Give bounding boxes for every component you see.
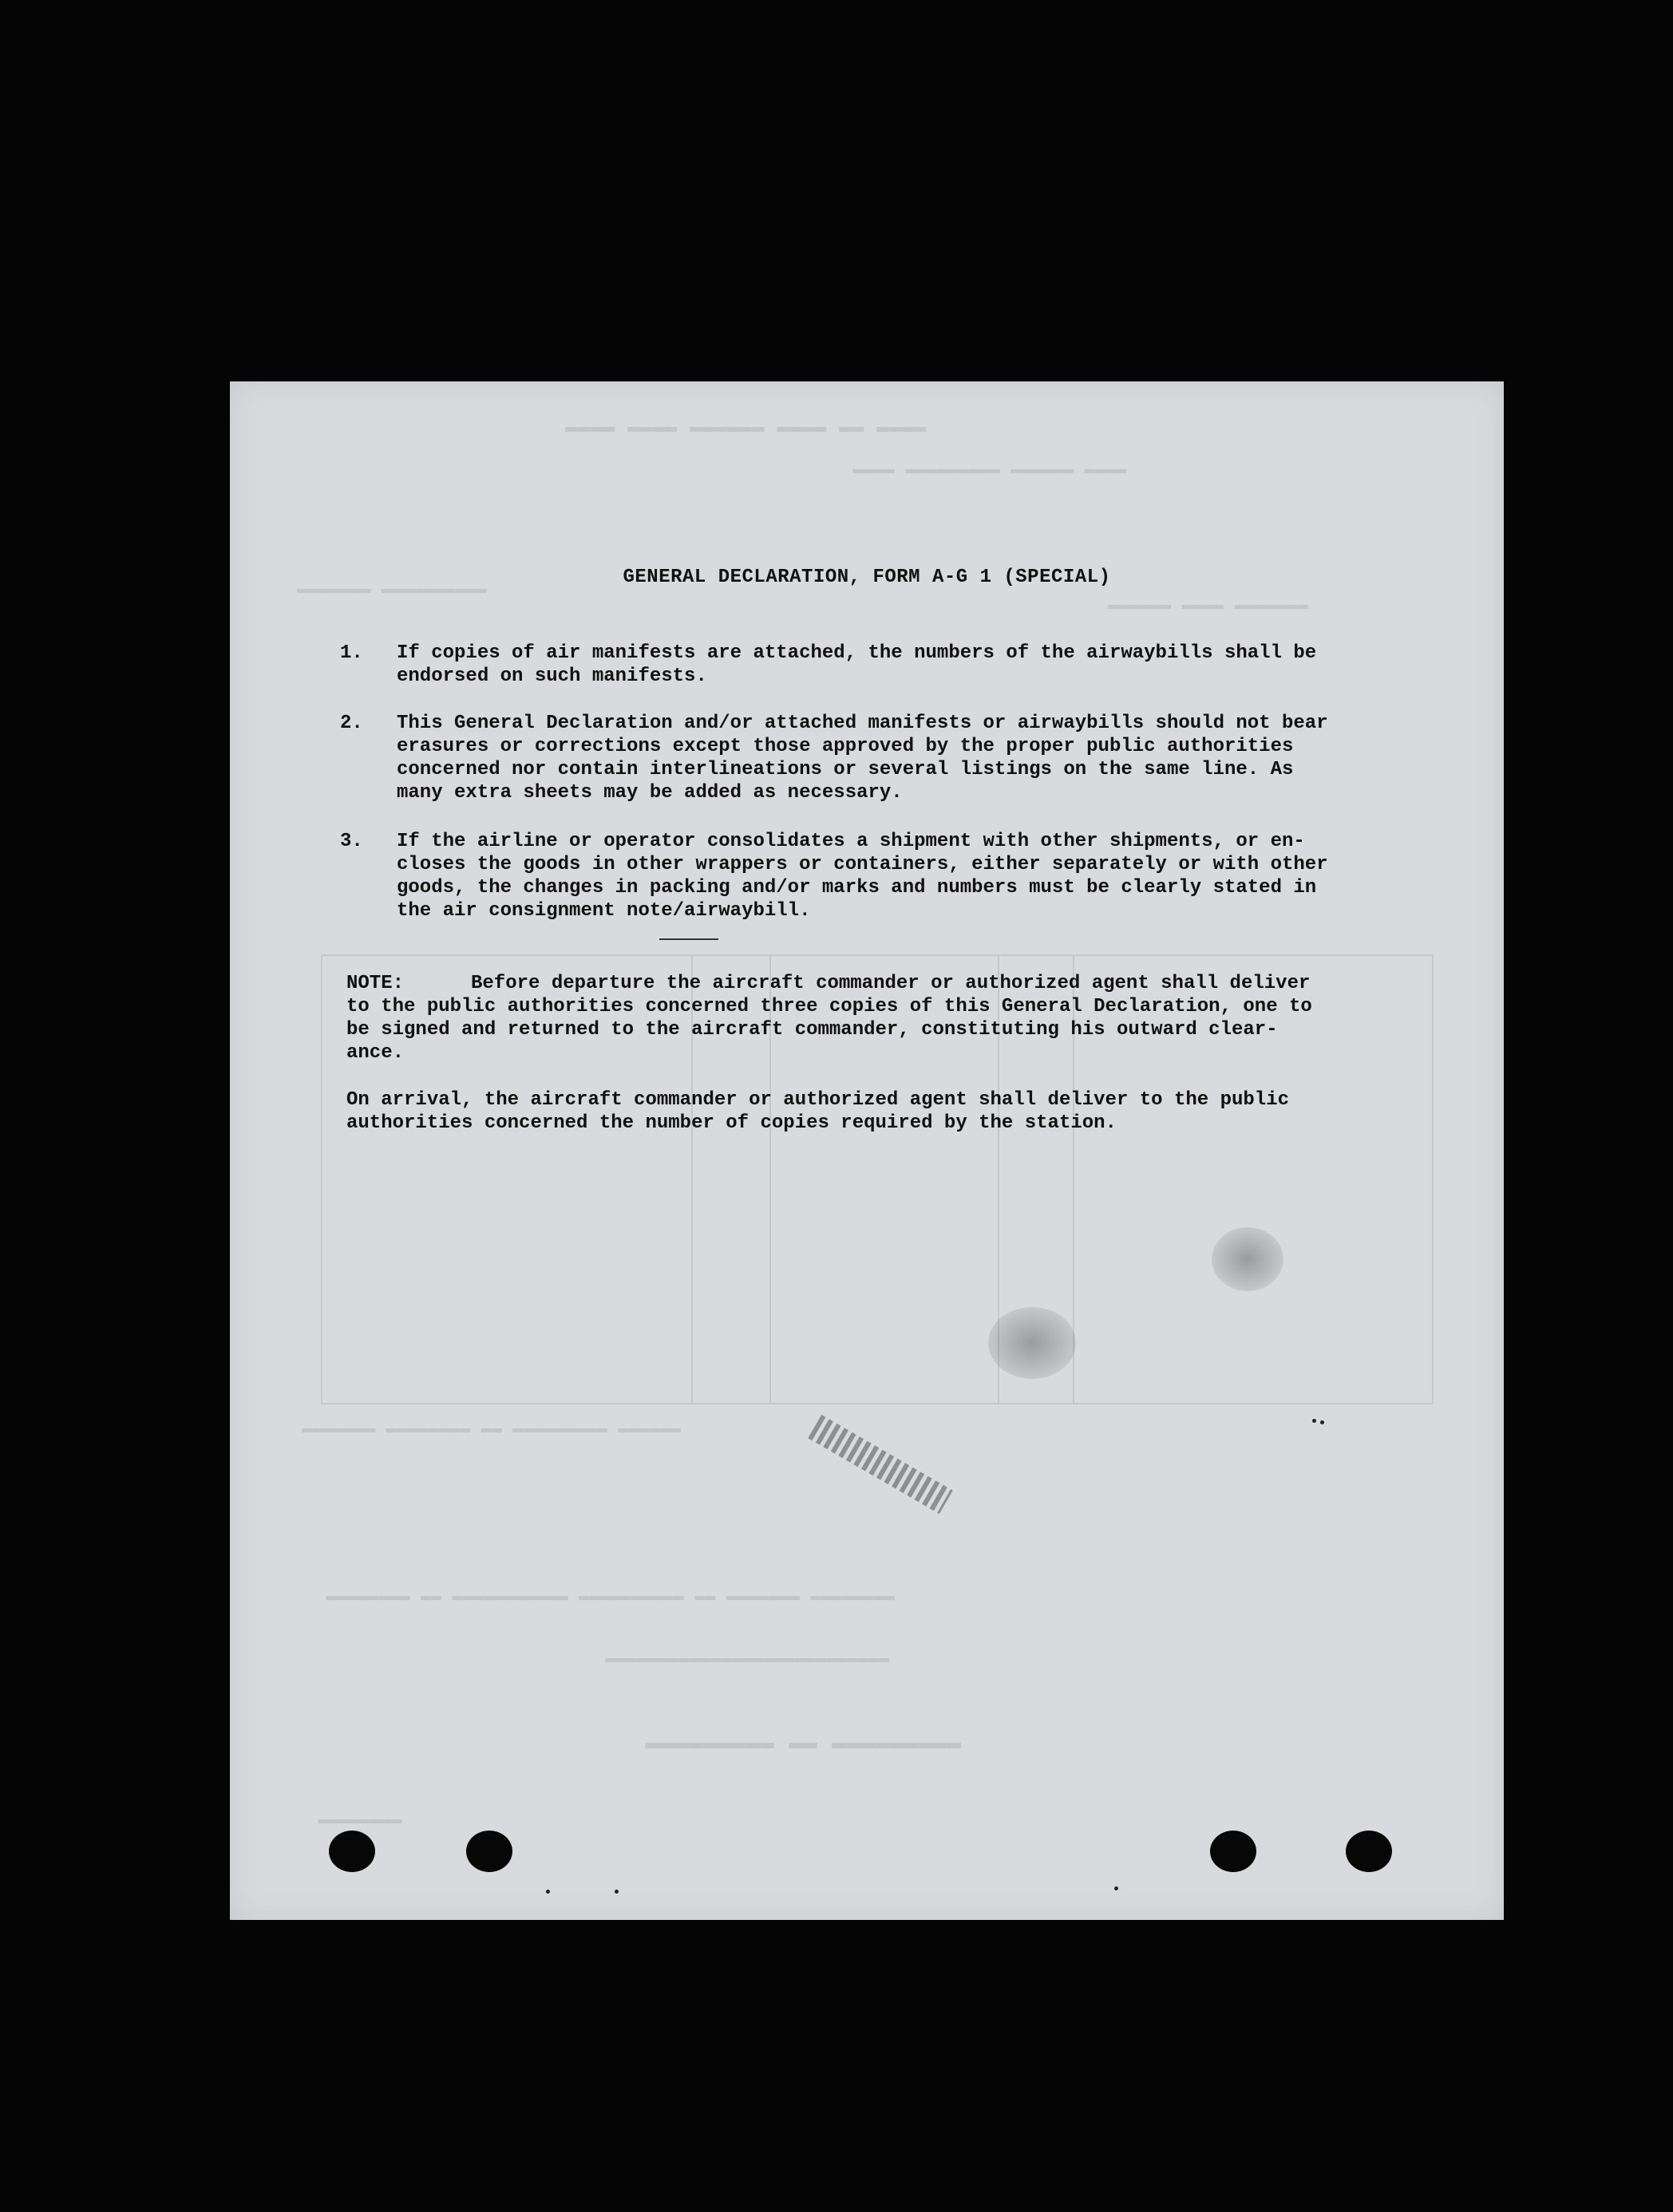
item-number: 2. <box>340 713 363 734</box>
departure-note <box>346 972 1398 1065</box>
dust-speck <box>546 1890 550 1894</box>
note-label: NOTE: <box>346 973 405 994</box>
item-number: 3. <box>340 831 363 852</box>
bleed-through-text: ▬▬▬▬▬▬ ▬▬▬▬▬▬▬▬▬ ▬▬ ▬▬▬▬▬▬▬▬ ▬▬▬▬▬▬▬ <box>302 1419 682 1439</box>
item-text <box>397 712 1402 804</box>
note-first-line <box>346 972 1398 995</box>
punch-hole <box>466 1831 512 1872</box>
text-line: Before departure the aircraft commander or authorized agent shall deliver <box>471 973 1311 994</box>
bleed-through-text: ▬▬▬▬▬▬▬▬▬ ▬▬ ▬▬▬▬▬▬▬▬▬ <box>645 1730 962 1757</box>
ink-smudge <box>1212 1227 1283 1291</box>
text-line: be signed and returned to the aircraft commander, constituting his outward clear- <box>346 1019 1278 1041</box>
text-line: This General Declaration and/or attached manifests or airwaybills should not bear <box>397 713 1328 734</box>
punch-hole <box>1210 1831 1256 1872</box>
item-text <box>397 642 1402 688</box>
bleed-through-text: ▬▬▬▬ ▬▬ ▬▬▬▬ ▬▬▬▬▬▬ ▬▬▬▬ ▬▬▬▬ <box>565 415 927 439</box>
bleed-through-text: ▬▬▬▬ ▬▬▬▬▬▬ ▬▬▬▬▬▬▬▬▬ ▬▬▬▬ <box>852 460 1127 480</box>
arrival-note <box>346 1088 1398 1135</box>
bleed-through-text: ▬▬▬▬▬▬▬▬ ▬▬▬▬▬▬▬ ▬▬ ▬▬▬▬▬▬▬▬▬▬ ▬▬▬▬▬▬▬▬▬▬▬ ▬▬ ▬▬▬▬▬▬▬▬ <box>326 1586 895 1606</box>
bleed-through-text: ▬▬▬▬▬▬▬ ▬▬▬▬ ▬▬▬▬▬▬ <box>1108 595 1308 615</box>
ink-smudge <box>988 1307 1076 1379</box>
text-line: If the airline or operator consolidates a shipment with other shipments, or en- <box>397 831 1305 852</box>
text-line: ance. <box>346 1042 405 1064</box>
punch-hole <box>329 1831 375 1872</box>
text-line: endorsed on such manifests. <box>397 666 707 687</box>
separator-dash <box>659 938 718 940</box>
text-line: closes the goods in other wrappers or containers, either separately or with other <box>397 854 1328 875</box>
item-text <box>397 830 1402 922</box>
text-line: many extra sheets may be added as necessary. <box>397 782 903 804</box>
text-line: to the public authorities concerned three copies of this General Declaration, one to <box>346 996 1312 1017</box>
dust-speck <box>615 1890 619 1894</box>
text-line: On arrival, the aircraft commander or authorized agent shall deliver to the public <box>346 1089 1289 1111</box>
text-line: erasures or corrections except those approved by the proper public authorities <box>397 736 1294 757</box>
text-line: concerned nor contain interlineations or several listings on the same line. As <box>397 759 1294 780</box>
document-page <box>230 381 1504 1920</box>
document-title: GENERAL DECLARATION, FORM A-G 1 (SPECIAL) <box>623 567 1111 588</box>
dust-speck <box>1114 1886 1118 1890</box>
dust-speck <box>1312 1419 1316 1423</box>
bleed-through-text: ▬▬▬▬▬▬▬▬ <box>318 1810 402 1830</box>
dust-speck <box>1320 1420 1324 1424</box>
text-line: goods, the changes in packing and/or marks and numbers must be clearly stated in <box>397 877 1317 899</box>
bleed-through-text: ▬▬▬▬▬▬▬▬▬▬ ▬▬▬▬▬▬▬ <box>297 579 487 599</box>
punch-hole <box>1346 1831 1392 1872</box>
bleed-through-text: ▬▬▬▬▬▬▬▬▬▬▬▬▬▬▬▬▬▬▬▬▬▬▬▬▬▬▬ <box>605 1649 890 1669</box>
item-number: 1. <box>340 642 363 664</box>
text-line: the air consignment note/airwaybill. <box>397 900 811 922</box>
text-line: authorities concerned the number of copies required by the station. <box>346 1112 1117 1134</box>
faint-stamp-mark <box>808 1415 953 1514</box>
text-line: If copies of air manifests are attached, the numbers of the airwaybills shall be <box>397 642 1317 664</box>
